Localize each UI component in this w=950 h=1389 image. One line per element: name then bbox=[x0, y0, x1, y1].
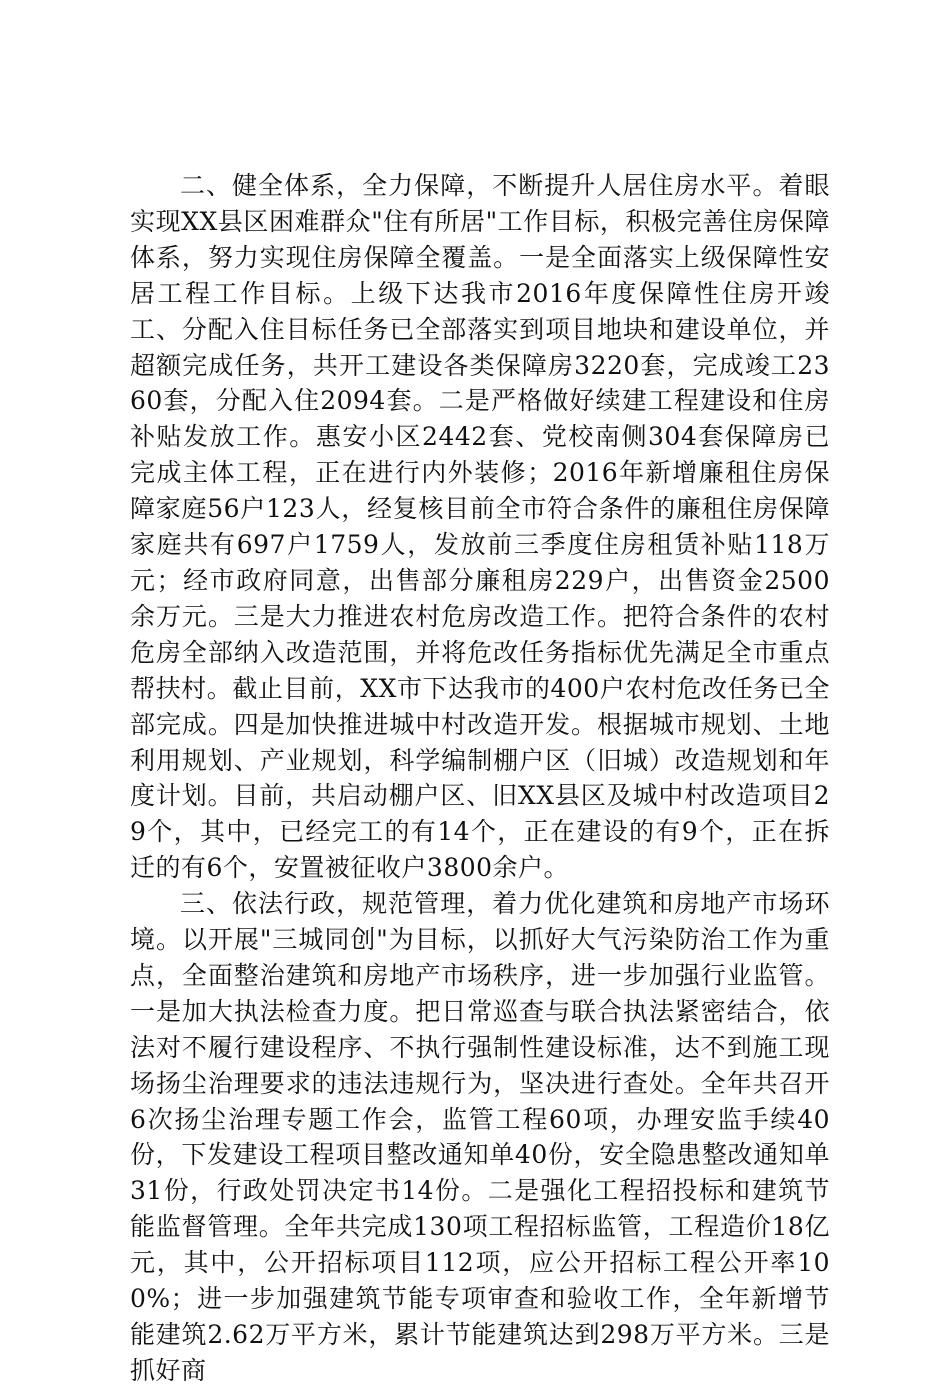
paragraph-law-administration: 三、依法行政，规范管理，着力优化建筑和房地产市场环境。以开展"三城同创"为目标，以抓好大气污染防治工作为重点，全面整治建筑和房地产市场秩序，进一步加强行业监管。一是加大执法检查力度。把日常巡查与联合执法紧密结合，依法对不履行建设程序、不执行强制性建设标准，达不到施工现场扬尘治理要求的违法违规行为，坚决进行查处。全年共召开6次扬尘治理专题工作会，监管工程60项，办理安监手续40份，下发建设工程项目整改通知单40份，安全隐患整改通知单31份，行政处罚决定书14份。二是强化工程招投标和建筑节能监督管理。全年共完成130项工程招标监管，工程造价18亿元，其中，公开招标项目112项，应公开招标工程公开率100%；进一步加强建筑节能专项审查和验收工作，全年新增节能建筑2.62万平方米，累计节能建筑达到298万平方米。三是抓好商 bbox=[130, 889, 830, 1385]
paragraph-housing-security: 二、健全体系，全力保障，不断提升人居住房水平。着眼实现XX县区困难群众"住有所居"工作目标，积极完善住房保障体系，努力实现住房保障全覆盖。一是全面落实上级保障性安居工程工作目标。上级下达我市2016年度保障性住房开竣工、分配入住目标任务已全部落实到项目地块和建设单位，并超额完成任务，共开工建设各类保障房3220套，完成竣工2360套，分配入住2094套。二是严格做好续建工程建设和住房补贴发放工作。惠安小区2442套、党校南侧304套保障房已完成主体工程，正在进行内外装修；2016年新增廉租住房保障家庭56户123人，经复核目前全市符合条件的廉租住房保障家庭共有697户1759人，发放前三季度住房租赁补贴118万元；经市政府同意，出售部分廉租房229户，出售资金2500余万元。三是大力推进农村危房改造工作。把符合条件的农村危房全部纳入改造范围，并将危改任务指标优先满足全市重点帮扶村。截止目前，XX市下达我市的400户农村危改任务已全部完成。四是加快推进城中村改造开发。根据城市规划、土地利用规划、产业规划，科学编制棚户区（旧城）改造规划和年度计划。目前，共启动棚户区、旧XX县区及城中村改造项目29个，其中，已经完工的有14个，正在建设的有9个，正在拆迁的有6个，安置被征收户3800余户。 bbox=[130, 171, 830, 883]
document-body bbox=[130, 168, 830, 1389]
